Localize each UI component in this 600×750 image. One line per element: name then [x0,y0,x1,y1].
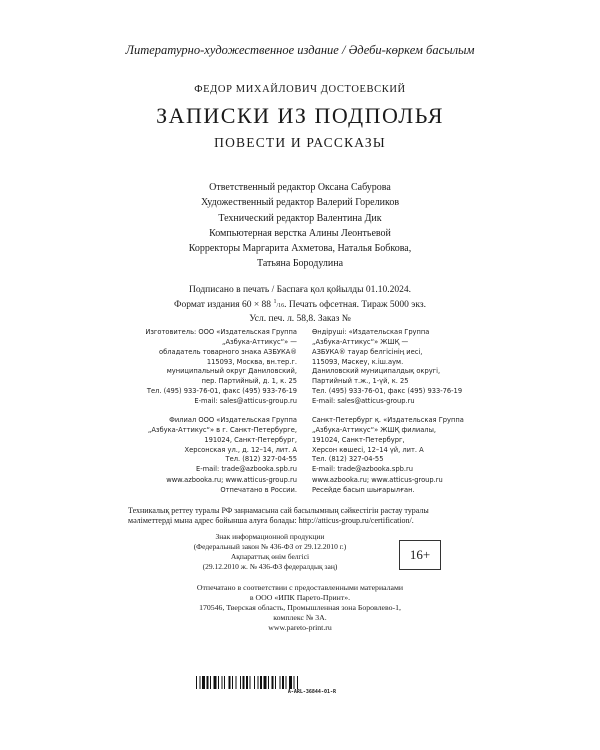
credit-line: Ответственный редактор Оксана Сабурова [209,182,391,193]
format-fraction-numerator: 1 [273,299,277,306]
book-subtitle: ПОВЕСТИ И РАССКАЗЫ [214,135,386,150]
edition-type-line: Литературно-художественное издание / Әдеби-көркем басылым [125,43,475,57]
branch-kz-line: 191024, Санкт-Петербург, [312,435,405,444]
printing-house-line: 170546, Тверская область, Промышленная зона Боровлево-1, [199,603,401,612]
barcode-bar [272,676,274,689]
barcode-bar [250,676,251,689]
branch-ru-line: E-mail: trade@azbooka.spb.ru [196,465,297,474]
manufacturer-kz-line: Даниловский муниципалдық округі, [312,367,441,376]
certification-note-line: мәліметтерді мына адрес бойынша алуға болады: http://atticus-group.ru/certification/. [128,516,414,525]
barcode-bar [294,676,295,689]
barcode-code: A-ARL-36844-01-R [287,689,336,695]
credit-line: Корректоры Маргарита Ахметова, Наталья Бобкова, [188,243,412,255]
sites-ru-line: Отпечатано в России. [220,485,297,494]
sites-ru [166,476,297,496]
branch-kz-line: E-mail: trade@azbooka.spb.ru [312,465,413,474]
barcode-bar [236,676,237,689]
age-rating-badge: 16+ [399,540,441,570]
manufacturer-ru-line: E-mail: sales@atticus-group.ru [194,396,297,405]
barcode-bar [196,676,197,689]
manufacturer-kz-line: E-mail: sales@atticus-group.ru [312,396,415,405]
signed-for-print: Подписано в печать / Баспаға қол қойылды 01.10.2024. [189,285,411,295]
barcode [196,676,336,689]
barcode-bar [210,676,211,689]
manufacturer-kz-line: АЗБУКА® тауар белгісінің иесі, [312,347,423,356]
manufacturer-ru-line: Изготовитель: ООО «Издательская Группа [145,328,297,336]
manufacturer-ru-line: „Азбука-Аттикус“» — [222,337,297,346]
printing-house-line: Отпечатано в соответствии с предоставленными материалами [196,583,404,592]
barcode-bar [232,676,233,689]
info-sign-line: (Федеральный закон № 436-ФЗ от 29.12.2010 г.) [193,542,347,551]
format-prefix: Формат издания 60 × 88 [174,300,274,311]
barcode-bar [275,676,276,689]
branch-ru-line: „Азбука-Аттикус“» в г. Санкт-Петербурге, [147,425,297,434]
barcode-bar [280,676,281,689]
barcode-bar [268,676,269,689]
manufacturer-ru-line: пер. Партийный, д. 1, к. 25 [201,377,297,386]
manufacturer-kz [312,328,462,407]
barcode-bar [289,676,292,689]
format-fraction-denominator: /16 [276,303,285,310]
manufacturer-ru-line: муниципальный округ Даниловский, [166,367,297,376]
credit-line: Компьютерная верстка Алины Леонтьевой [209,227,391,239]
sites-kz-line: www.azbooka.ru; www.atticus-group.ru [312,476,443,484]
certification-note-line: Техникалық реттеу туралы РФ заңнамасына сай басылымның сәйкестігін растау туралы [128,506,429,515]
manufacturer-kz-line: „Азбука-Аттикус“» ЖШҚ — [312,337,409,346]
manufacturer-kz-line: Партийный т.ж., 1-үй, к. 25 [312,377,409,386]
branch-kz-line: Санкт-Петербург қ. «Издательская Группа [312,416,464,424]
credit-line: Технический редактор Валентина Дик [218,212,382,224]
barcode-bar [202,676,205,689]
printing-house [120,583,480,633]
sites-ru-line: www.azbooka.ru; www.atticus-group.ru [166,476,297,484]
branch-kz-line: Тел. (812) 327-04-55 [312,455,384,464]
barcode-bar [224,676,225,689]
branch-ru-line: Филиал ООО «Издательская Группа [169,416,297,424]
printing-house-line: www.pareto-print.ru [268,623,332,632]
format-line [0,296,600,312]
branch-ru-line: 191024, Санкт-Петербург, [204,435,297,444]
barcode-bar [254,676,255,689]
manufacturer-ru-line: Тел. (495) 933-76-01, факс (495) 933-76-19 [146,387,297,396]
manufacturer-kz-line: 115093, Мәскеу, к.іш.аум. [312,357,404,366]
sites-kz [312,476,443,496]
barcode-bar [297,676,298,689]
barcode-bar [286,676,287,689]
barcode-bar [222,676,223,689]
sites-kz-line: Ресейде басып шығарылған. [312,485,415,494]
barcode-bar [260,676,262,689]
branch-kz [312,416,464,475]
info-sign-line: (29.12.2010 ж. № 436-ФЗ федералдық заң) [202,562,338,571]
certification-note [128,506,429,526]
printing-house-line: в ООО «ИПК Парето-Принт». [249,593,351,602]
manufacturer-ru-line: 115093, Москва, вн.тер.г. [206,357,297,366]
manufacturer-kz-line: Тел. (495) 933-76-01, факс (495) 933-76-19 [312,387,463,396]
barcode-bar [246,676,248,689]
book-title: ЗАПИСКИ ИЗ ПОДПОЛЬЯ [156,103,444,128]
info-sign-line: Знак информационной продукции [215,532,325,541]
barcode-bar [243,676,245,689]
barcode-bar [282,676,284,689]
barcode-bar [218,676,219,689]
branch-ru [148,416,297,475]
info-sign-line: Ақпараттық өнім белгісі [230,552,310,561]
barcode-bar [264,676,267,689]
information-product-sign [120,532,420,572]
credit-line: Художественный редактор Валерий Гореликов [200,197,400,209]
format-suffix: . Печать офсетная. Тираж 5000 экз. [284,300,426,311]
branch-kz-line: Херсон көшесі, 12–14 үй, лит. А [312,445,424,454]
print-details [0,284,600,325]
branch-ru-line: Тел. (812) 327-04-55 [225,455,297,464]
manufacturer-ru [145,328,297,407]
sheets-order-line: Усл. печ. л. 58,8. Заказ № [249,313,351,324]
barcode-bar [200,676,201,689]
editorial-credits [0,180,600,272]
barcode-bar [214,676,217,689]
barcode-bar [229,676,231,689]
branch-kz-line: „Азбука-Аттикус“» ЖШҚ филиалы, [312,425,436,434]
printing-house-line: комплекс № 3А. [273,613,327,622]
branch-ru-line: Херсонская ул., д. 12–14, лит. А [184,445,297,454]
credit-line: Татьяна Бородулина [256,258,344,270]
author-name: ФЕДОР МИХАЙЛОВИЧ ДОСТОЕВСКИЙ [194,84,406,95]
manufacturer-kz-line: Өндіруші: «Издательская Группа [312,328,430,336]
barcode-bar [240,676,241,689]
barcode-bar [258,676,259,689]
manufacturer-ru-line: обладатель товарного знака АЗБУКА® [159,347,297,356]
barcode-bar [207,676,209,689]
